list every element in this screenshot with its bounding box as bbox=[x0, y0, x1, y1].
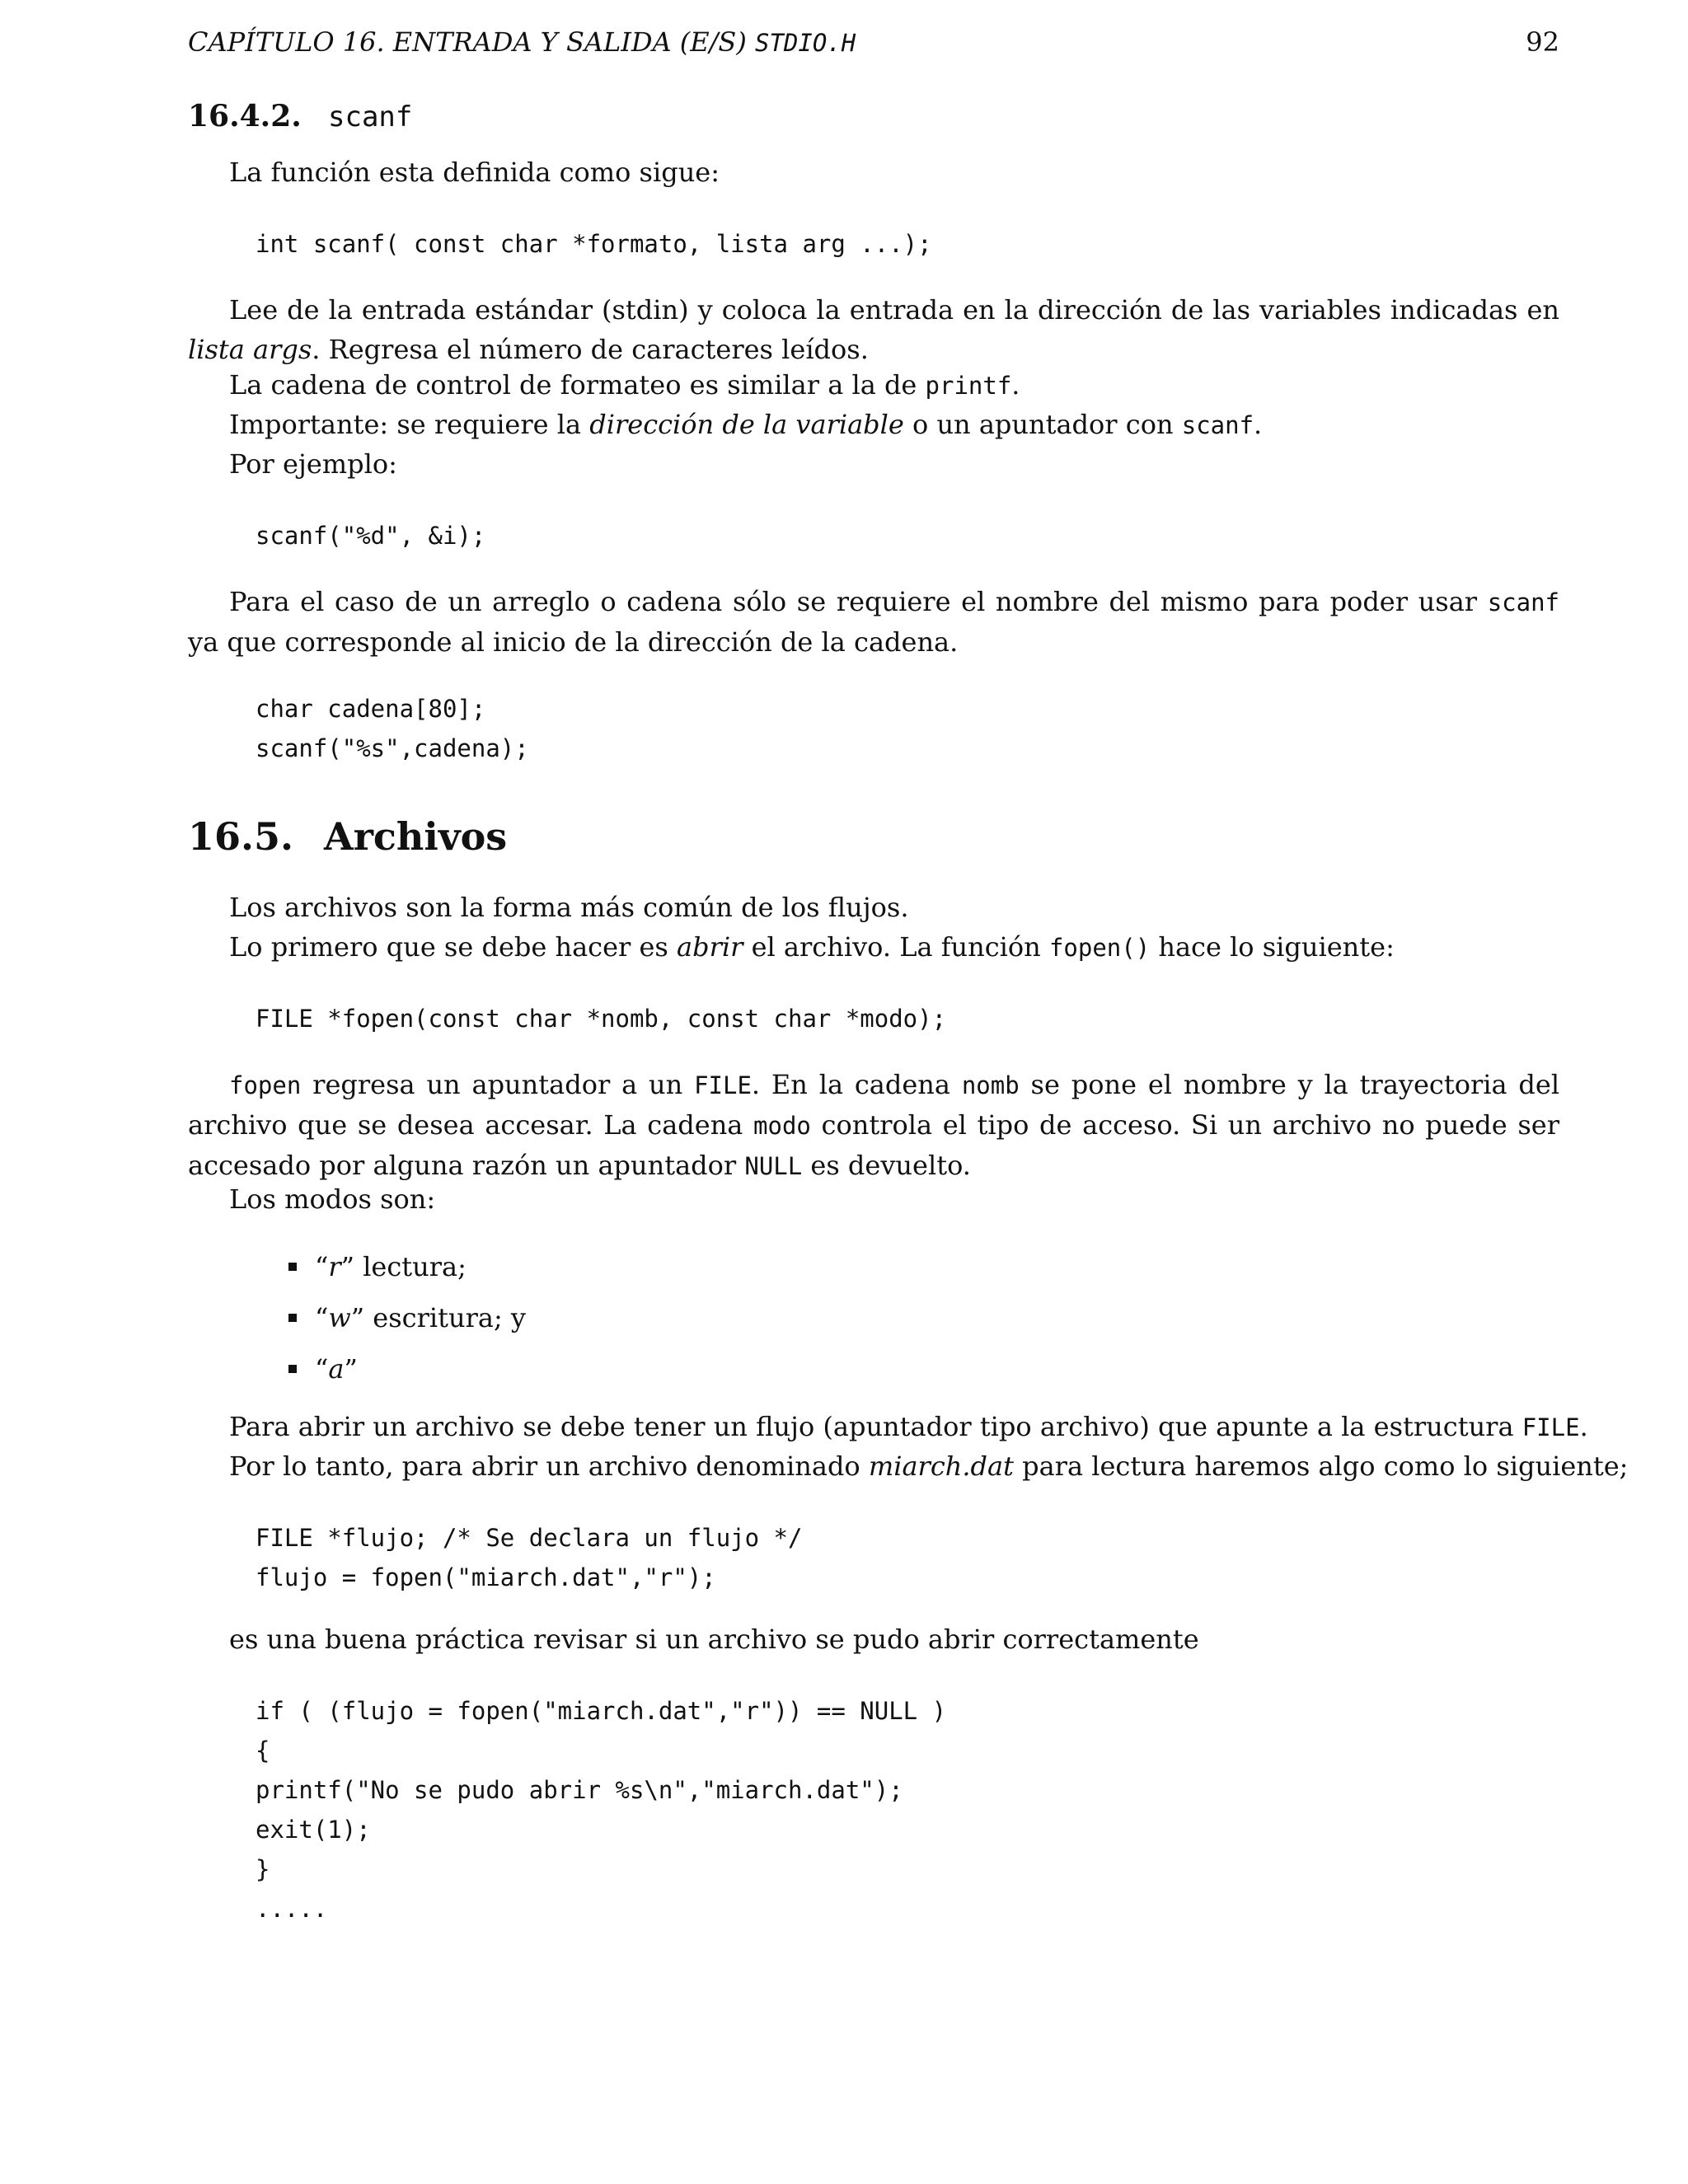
paragraph-fopen-description: fopen regresa un apuntador a un FILE. En la cadena nomb se pone el nombre y la trayectoria del archivo que se desea accesar. La cadena modo controla el tipo de acceso. Si un archivo no puede ser accesado por alguna razón un apuntador NULL es devuelto. bbox=[188, 1069, 1560, 1181]
code-scanf-example: scanf("%d", &i); bbox=[256, 522, 486, 550]
list-item: “w” escritura; y bbox=[288, 1302, 526, 1333]
code-open-example: FILE *flujo; /* Se declara un flujo */ flujo = fopen("miarch.dat","r"); bbox=[256, 1524, 803, 1591]
code-fopen-prototype: FILE *fopen(const char *nomb, const char *modo); bbox=[256, 1005, 947, 1033]
running-header bbox=[188, 26, 1559, 63]
bullet-square-icon bbox=[288, 1365, 297, 1373]
paragraph-modes: Los modos son: bbox=[229, 1183, 436, 1215]
subsection-number: 16.4.2. bbox=[188, 99, 302, 134]
code-scanf-prototype: int scanf( const char *formato, lista arg ...); bbox=[256, 230, 932, 258]
paragraph-open-example: Por lo tanto, para abrir un archivo denominado miarch.dat para lectura haremos algo como lo siguiente; bbox=[229, 1451, 1629, 1482]
section-title: Archivos bbox=[324, 814, 508, 859]
paragraph-open-file: Lo primero que se debe hacer es abrir el archivo. La función fopen() hace lo siguiente: bbox=[229, 931, 1395, 963]
paragraph-stream: Para abrir un archivo se debe tener un flujo (apuntador tipo archivo) que apunte a la estructura FILE. bbox=[229, 1411, 1588, 1442]
section-number: 16.5. bbox=[188, 814, 294, 859]
paragraph-example: Por ejemplo: bbox=[229, 448, 397, 480]
paragraph-files-intro: Los archivos son la forma más común de los flujos. bbox=[229, 892, 909, 923]
paragraph-important: Importante: se requiere la dirección de la variable o un apuntador con scanf. bbox=[229, 409, 1263, 440]
section-heading bbox=[188, 814, 507, 859]
code-array-example: char cadena[80]; scanf("%s",cadena); bbox=[256, 695, 529, 762]
bullet-square-icon bbox=[288, 1263, 297, 1271]
bullet-square-icon bbox=[288, 1314, 297, 1322]
paragraph-array-case: Para el caso de un arreglo o cadena sólo se requiere el nombre del mismo para poder usar scanf ya que corresponde al inicio de la dirección de la cadena. bbox=[188, 586, 1560, 658]
code-check-open: if ( (flujo = fopen("miarch.dat","r")) == NULL ) { printf("No se pudo abrir %s\n","miarch.dat"); exit(1); } ..... bbox=[256, 1697, 947, 1923]
list-item: “r” lectura; bbox=[288, 1251, 467, 1282]
paragraph-scanf-description: Lee de la entrada estándar (stdin) y coloca la entrada en la dirección de las variables indicadas en lista args. Regresa el número de caracteres leídos. bbox=[188, 294, 1559, 365]
subsection-title: scanf bbox=[328, 101, 413, 134]
paragraph-good-practice: es una buena práctica revisar si un archivo se pudo abrir correctamente bbox=[229, 1624, 1199, 1655]
chapter-title: CAPÍTULO 16. ENTRADA Y SALIDA (E/S) STDIO.H bbox=[188, 26, 856, 58]
subsection-heading bbox=[188, 99, 412, 134]
page-number: 92 bbox=[1526, 26, 1559, 58]
chapter-code: STDIO.H bbox=[755, 29, 856, 57]
document-page bbox=[188, 0, 1629, 2184]
paragraph-format-control: La cadena de control de formateo es similar a la de printf. bbox=[229, 369, 1020, 401]
paragraph-definition: La función esta definida como sigue: bbox=[229, 157, 720, 188]
list-item: “a” bbox=[288, 1353, 358, 1385]
